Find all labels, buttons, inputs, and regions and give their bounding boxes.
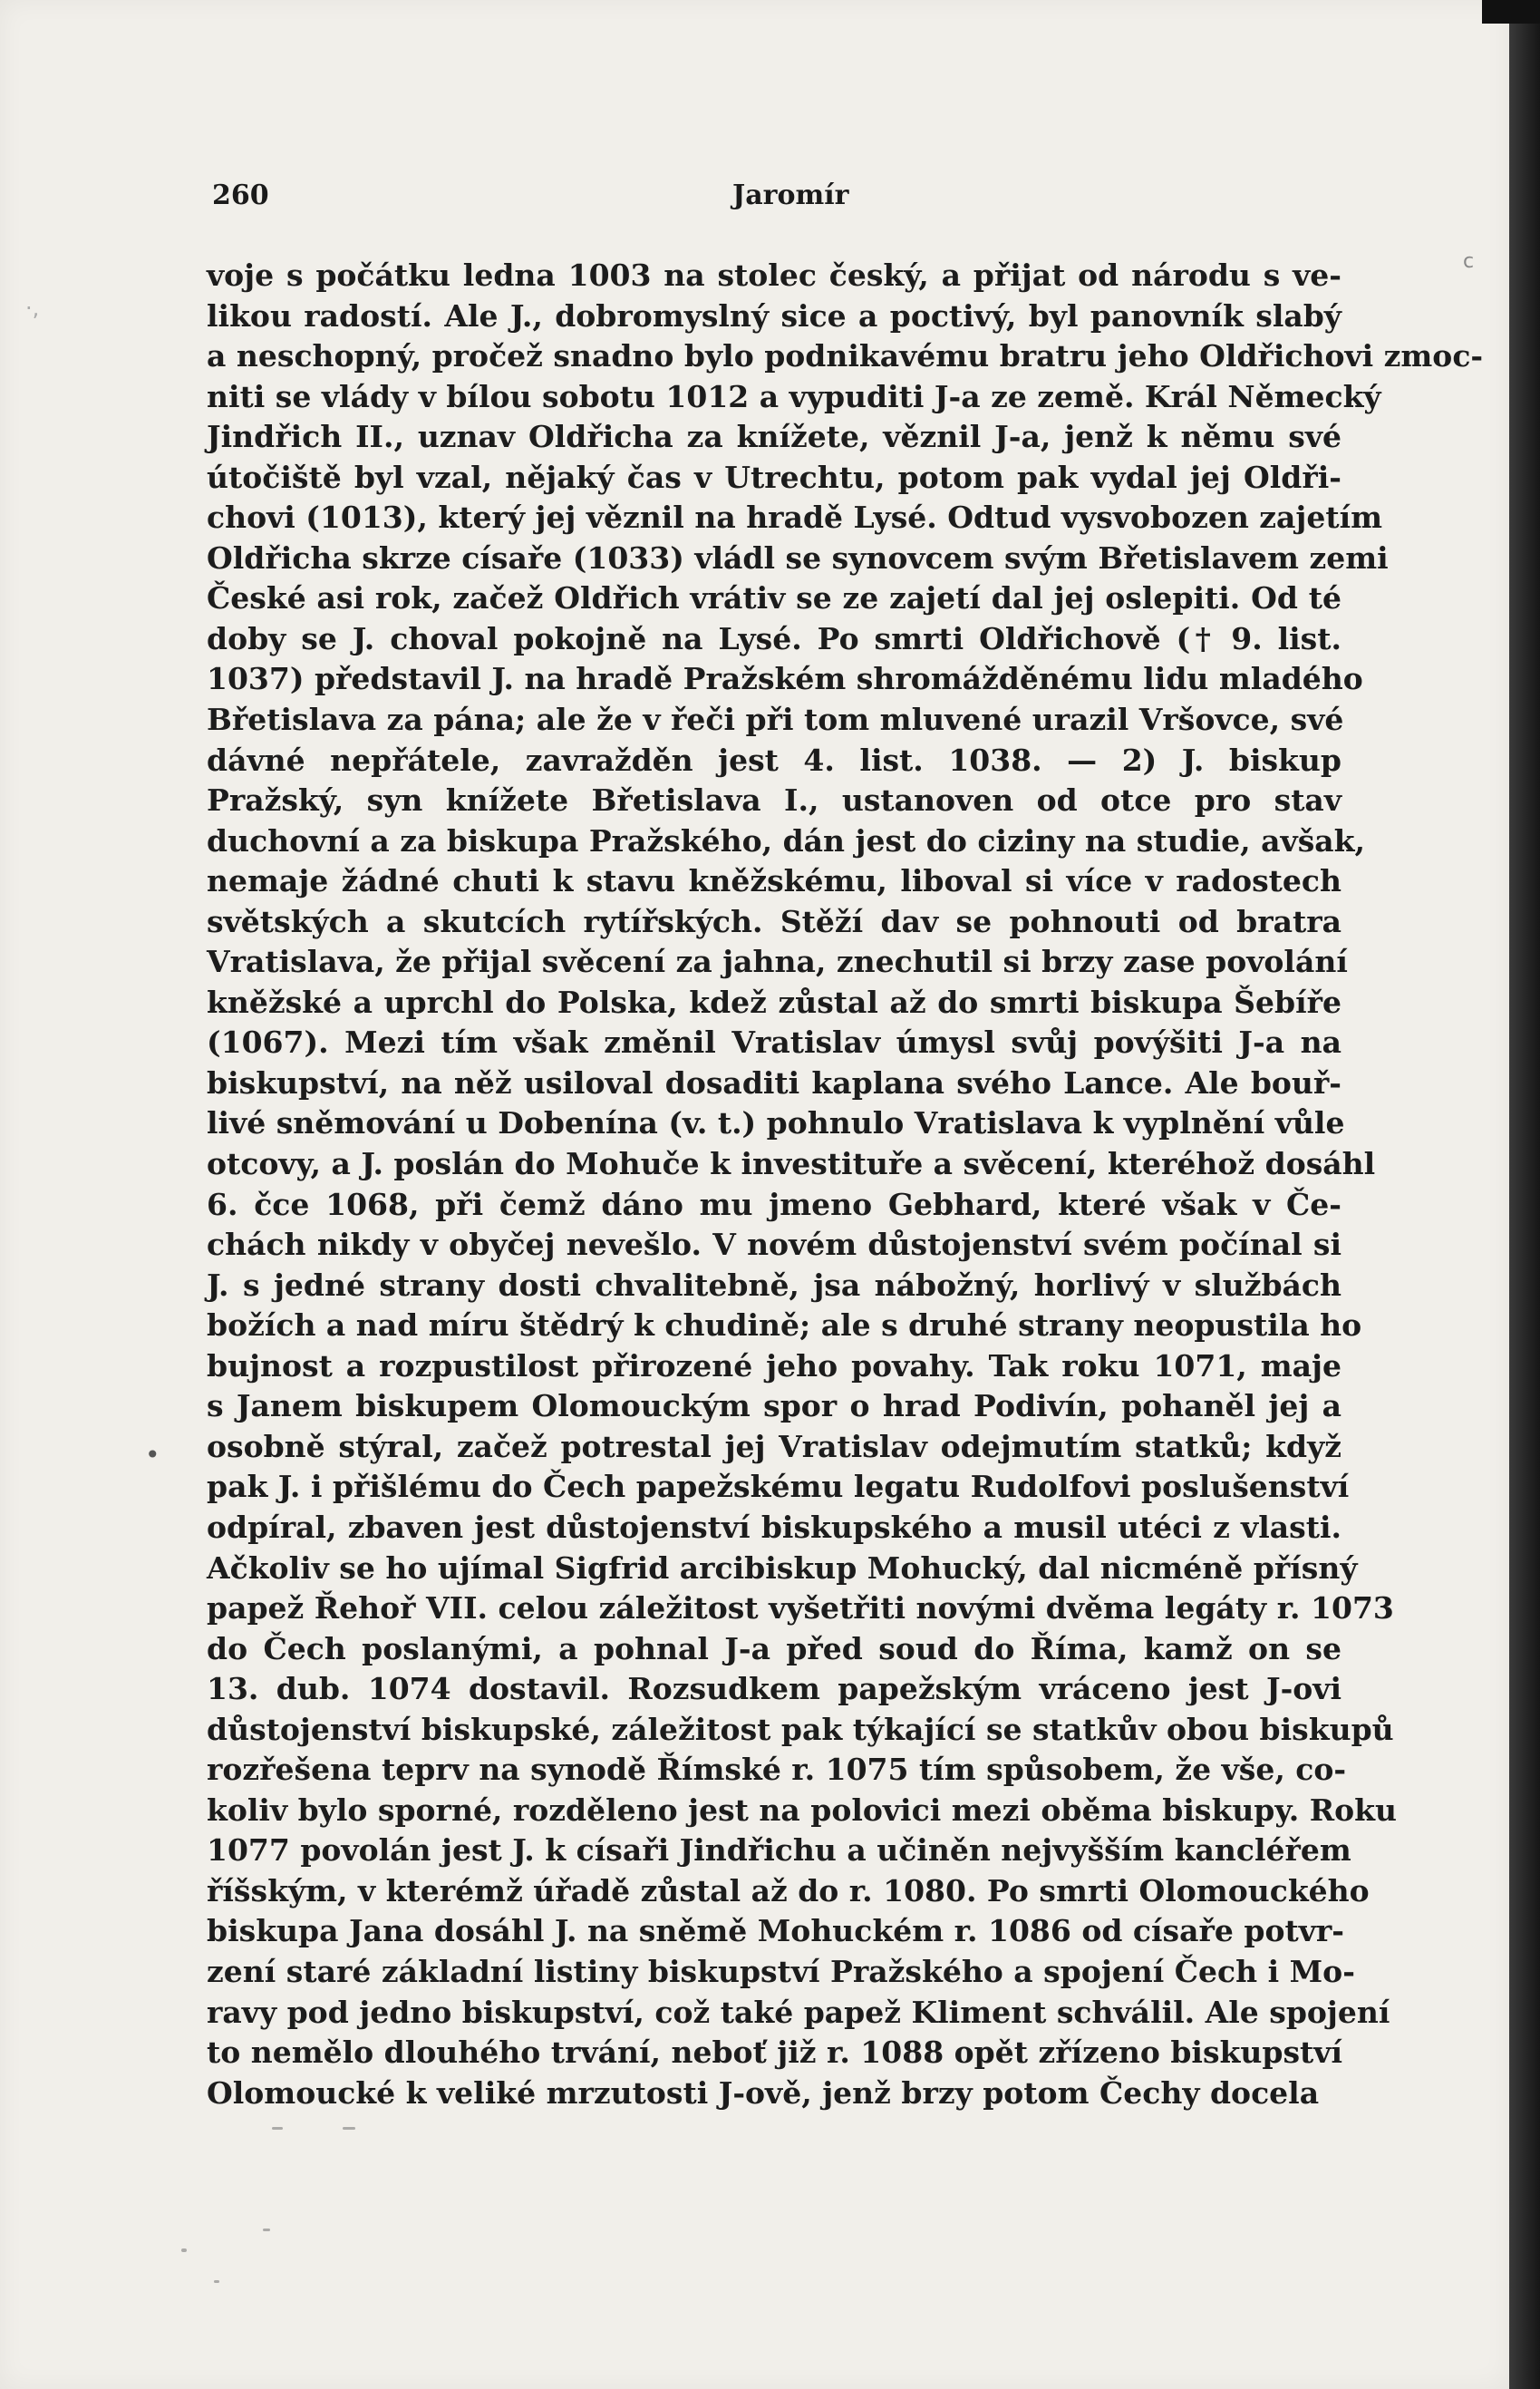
scan-speck — [181, 2248, 187, 2252]
text-line: biskupa Jana dosáhl J. na sněmě Mohuckém r. 1086 od císaře potvr- — [207, 1913, 1344, 1949]
text-line: niti se vlády v bílou sobotu 1012 a vypuditi J-a ze země. Král Německý — [207, 378, 1381, 414]
text-line: nemaje žádné chuti k stavu kněžskému, liboval si více v radostech — [207, 863, 1341, 899]
text-line: světských a skutcích rytířských. Stěží dav se pohnouti od bratra — [207, 903, 1341, 939]
scan-speck — [263, 2229, 270, 2231]
margin-mark: ·, — [25, 296, 40, 321]
text-line: to nemělo dlouhého trvání, neboť již r. 1088 opět zřízeno biskupství — [207, 2035, 1343, 2071]
text-line: odpíral, zbaven jest důstojenství biskupského a musil utéci z vlasti. — [207, 1509, 1341, 1545]
text-line: dávné nepřátele, zavražděn jest 4. list. 1038. — 2) J. biskup — [207, 742, 1341, 778]
text-line: bujnost a rozpustilost přirozené jeho povahy. Tak roku 1071, maje — [207, 1347, 1341, 1384]
text-line: (1067). Mezi tím však změnil Vratislav úmysl svůj povýšiti J-a na — [207, 1025, 1341, 1061]
text-line: Vratislava, že přijal svěcení za jahna, znechutil si brzy zase povolání — [207, 944, 1348, 980]
body-text — [207, 256, 1484, 2113]
text-line: duchovní a za biskupa Pražského, dán jest do ciziny na studie, avšak, — [207, 822, 1366, 859]
text-line: Olomoucké k veliké mrzutosti J-ově, jenž brzy potom Čechy docela — [207, 2074, 1320, 2111]
margin-mark: c — [1463, 250, 1475, 273]
text-line: a neschopný, pročež snadno bylo podnikavému bratru jeho Oldřichovi zmoc- — [207, 338, 1484, 374]
text-line: říšským, v kterémž úřadě zůstal až do r. 1080. Po smrti Olomouckého — [207, 1872, 1370, 1908]
scan-corner — [1482, 0, 1540, 24]
bullet-mark: • — [145, 1440, 160, 1470]
text-line: otcovy, a J. poslán do Mohuče k investituře a svěcení, kteréhož dosáhl — [207, 1146, 1376, 1182]
text-line: božích a nad míru štědrý k chudině; ale s druhé strany neopustila ho — [207, 1307, 1362, 1344]
text-line: pak J. i přišlému do Čech papežskému legatu Rudolfovi poslušenství — [207, 1469, 1350, 1505]
text-line: 1037) představil J. na hradě Pražském shromážděnému lidu mladého — [207, 661, 1363, 697]
text-line: Oldřicha skrze císaře (1033) vládl se synovcem svým Břetislavem zemi — [207, 539, 1389, 576]
text-line: 13. dub. 1074 dostavil. Rozsudkem papežským vráceno jest J-ovi — [207, 1671, 1341, 1707]
text-line: útočiště byl vzal, nějaký čas v Utrechtu, potom pak vydal jej Oldři- — [207, 459, 1341, 495]
text-line: livé sněmování u Dobenína (v. t.) pohnulo Vratislava k vyplnění vůle — [207, 1105, 1345, 1141]
text-line: do Čech poslanými, a pohnal J-a před soud do Říma, kamž on se — [207, 1630, 1341, 1666]
text-line: ravy pod jedno biskupství, což také papež Kliment schválil. Ale spojení — [207, 1994, 1390, 2030]
scan-speck — [272, 2127, 283, 2130]
text-line: likou radostí. Ale J., dobromyslný sice a poctivý, byl panovník slabý — [207, 297, 1341, 334]
text-line: koliv bylo sporné, rozděleno jest na polovici mezi oběma biskupy. Roku — [207, 1792, 1398, 1828]
text-line: chovi (1013), který jej věznil na hradě Lysé. Odtud vysvobozen zajetím — [207, 500, 1383, 536]
text-line: papež Řehoř VII. celou záležitost vyšetřiti novými dvěma legáty r. 1073 — [207, 1590, 1394, 1627]
text-line: biskupství, na něž usiloval dosaditi kaplana svého Lance. Ale bouř- — [207, 1064, 1341, 1101]
text-line: Pražský, syn knížete Břetislava I., ustanoven od otce pro stav — [207, 782, 1341, 819]
text-line: voje s počátku ledna 1003 na stolec český, a přijat od národu s ve- — [207, 257, 1341, 293]
text-line: s Janem biskupem Olomouckým spor o hrad Podivín, pohaněl jej a — [207, 1388, 1341, 1424]
text-line: 1077 povolán jest J. k císaři Jindřichu a učiněn nejvyšším kancléřem — [207, 1832, 1351, 1869]
text-line: kněžské a uprchl do Polska, kdež zůstal až do smrti biskupa Šebíře — [207, 984, 1341, 1020]
text-line: důstojenství biskupské, záležitost pak týkající se statkův obou biskupů — [207, 1711, 1394, 1747]
scan-speck — [343, 2127, 355, 2130]
text-line: rozřešena teprv na synodě Římské r. 1075 tím spůsobem, že vše, co- — [207, 1752, 1347, 1788]
page-header — [212, 180, 1336, 216]
text-line: Břetislava za pána; ale že v řeči při tom mluvené urazil Vršovce, své — [207, 702, 1344, 738]
text-line: 6. čce 1068, při čemž dáno mu jmeno Gebhard, které však v Če- — [207, 1186, 1341, 1222]
text-line: osobně stýral, začež potrestal jej Vratislav odejmutím statků; když — [207, 1428, 1341, 1464]
text-line: chách nikdy v obyčej nevešlo. V novém důstojenství svém počínal si — [207, 1227, 1341, 1263]
scan-border — [1509, 0, 1540, 2389]
running-title: Jaromír — [732, 180, 849, 211]
text-line: J. s jedné strany dosti chvalitebně, jsa nábožný, horlivý v službách — [207, 1267, 1341, 1303]
scan-speck — [214, 2280, 219, 2283]
text-line: Jindřich II., uznav Oldřicha za knížete, věznil J-a, jenž k němu své — [207, 419, 1341, 455]
text-line: Ačkoliv se ho ujímal Sigfrid arcibiskup Mohucký, dal nicméně přísný — [207, 1549, 1358, 1586]
text-line: zení staré základní listiny biskupství Pražského a spojení Čech i Mo- — [207, 1953, 1355, 1989]
text-line: České asi rok, začež Oldřich vrátiv se ze zajetí dal jej oslepiti. Od té — [207, 580, 1341, 617]
text-line: doby se J. choval pokojně na Lysé. Po smrti Oldřichově († 9. list. — [207, 620, 1341, 656]
page-number: 260 — [212, 180, 269, 211]
